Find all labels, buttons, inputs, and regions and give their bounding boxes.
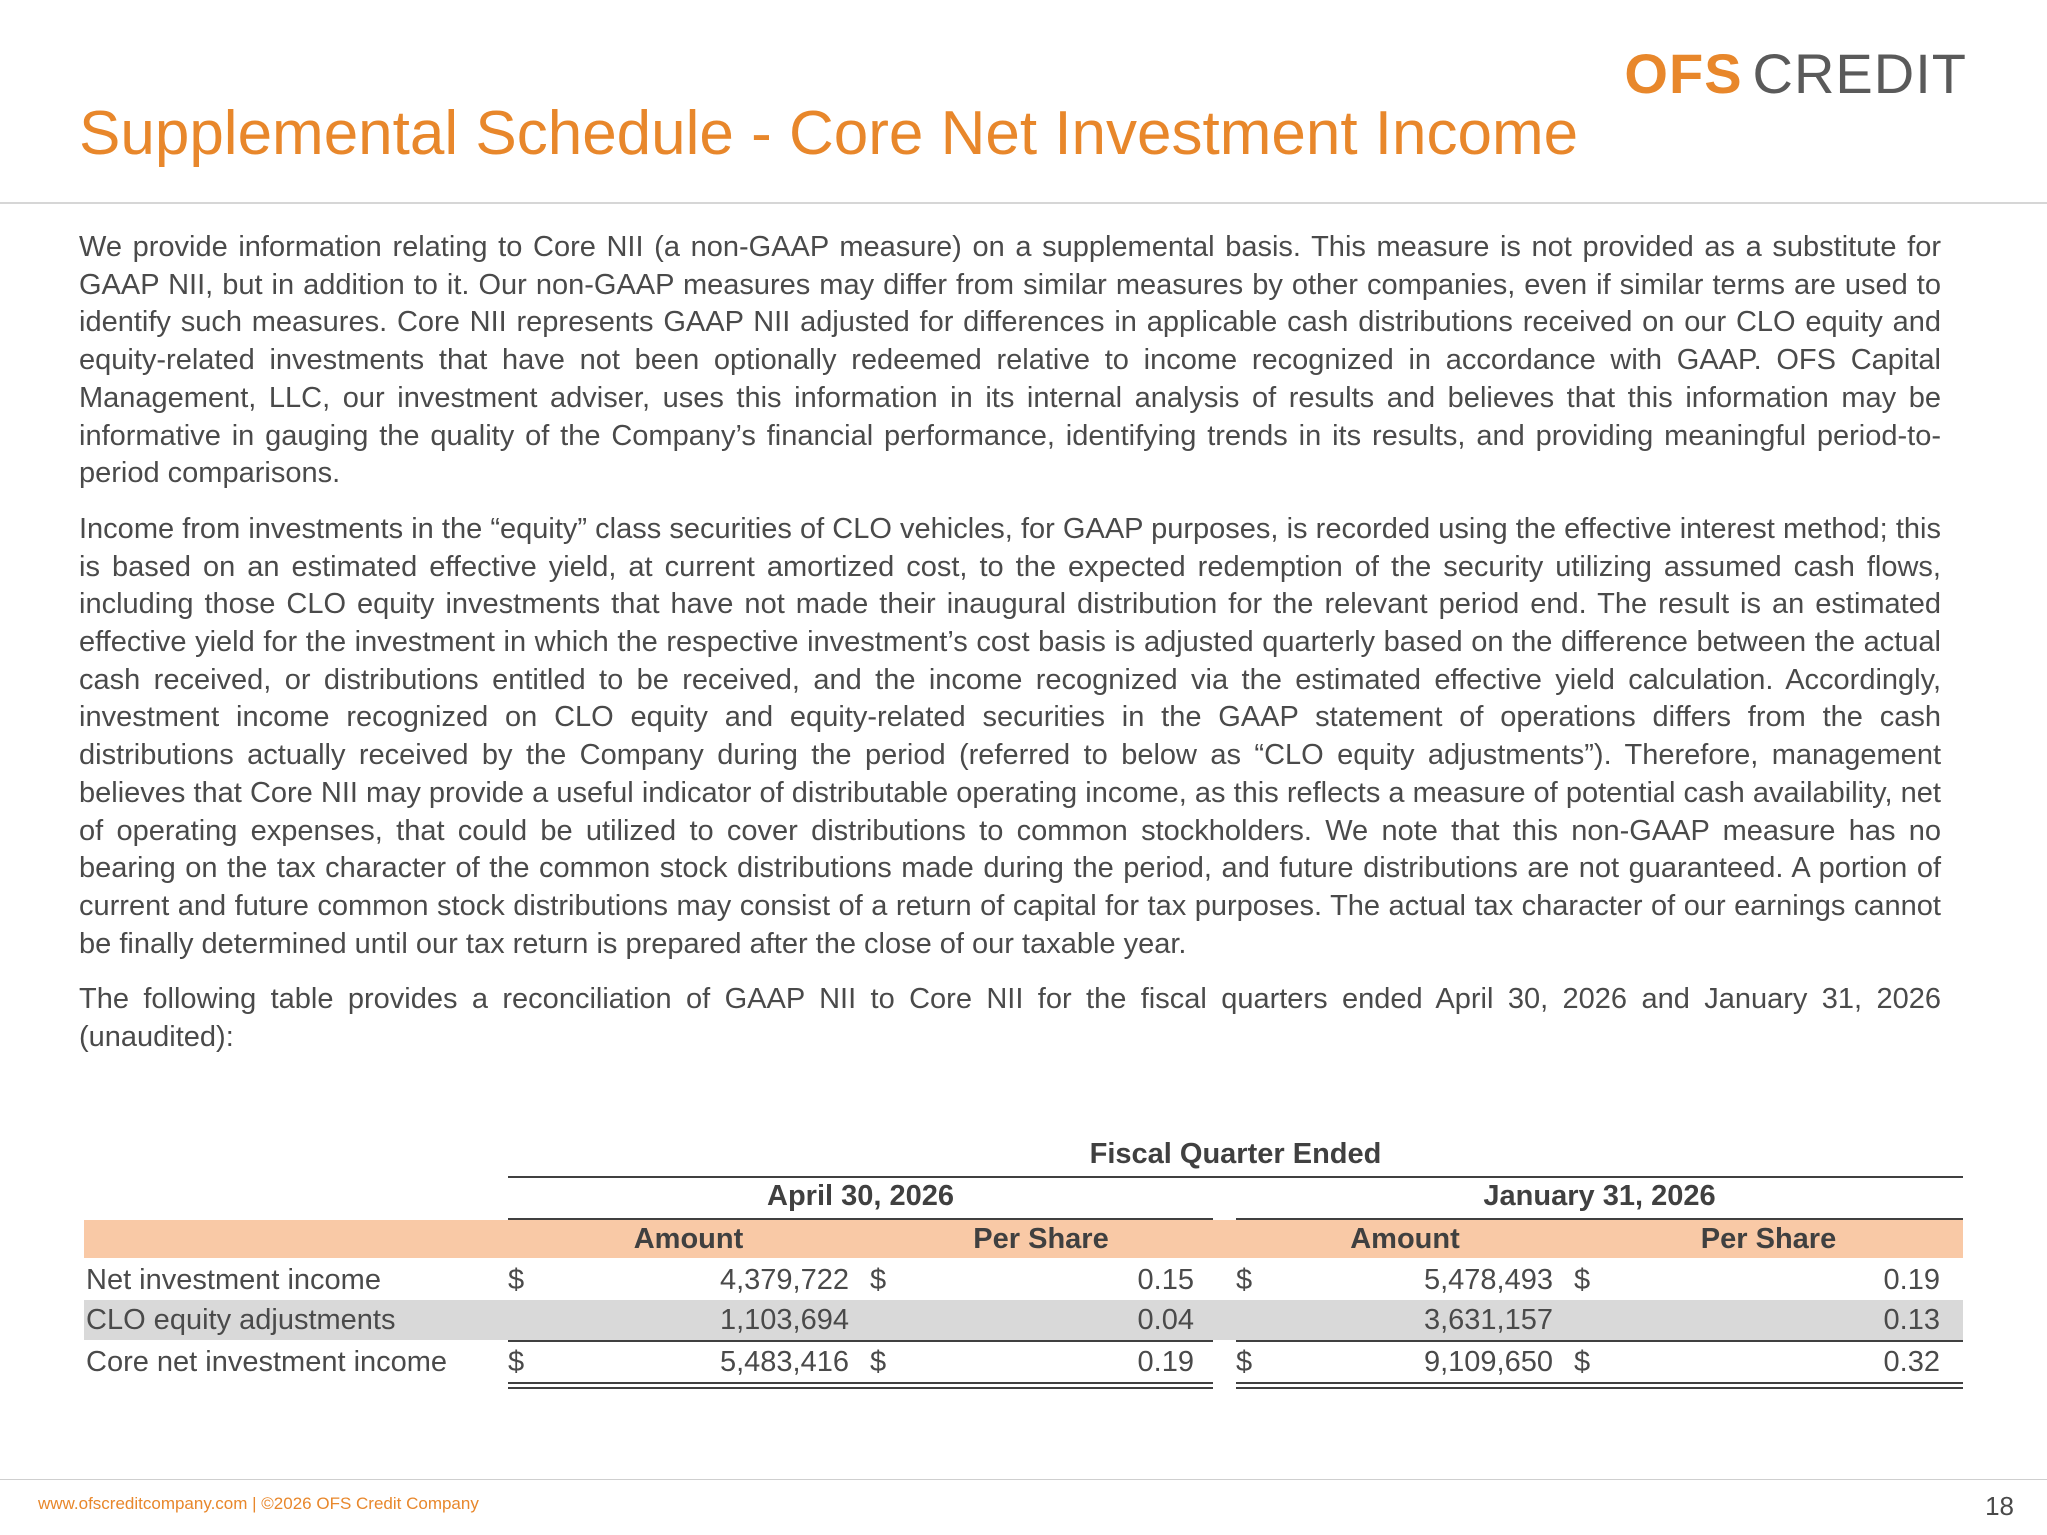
amount-january: 9,109,650: [1423, 1346, 1553, 1378]
period-header-row: [84, 1180, 1963, 1218]
per-share-january: 0.13: [1883, 1304, 1940, 1336]
page-number: 18: [1985, 1491, 2014, 1521]
amount-april: 1,103,694: [719, 1304, 849, 1336]
amount-april: 5,483,416: [719, 1346, 849, 1378]
row-label: Core net investment income: [86, 1346, 448, 1378]
table-row: [84, 1300, 1963, 1340]
currency-symbol: $: [508, 1264, 525, 1296]
currency-symbol: $: [508, 1346, 525, 1378]
table-row: [84, 1342, 1963, 1382]
paragraph-core-nii: We provide information relating to Core NII (a non-GAAP measure) on a supplemental basis. This measure is not provided as a substitute for GAAP NII, but in addition to it. Our non-GAAP measures may differ from similar measures by other companies, even if similar terms are used to identify such measures. Core NII represents GAAP NII adjusted for differences in applicable cash distributions received on our CLO equity and equity-related investments that have not been optionally redeemed relative to income recognized in accordance with GAAP. OFS Capital Management, LLC, our investment adviser, uses this information in its internal analysis of results and believes that this information may be informative in gauging the quality of the Company’s financial performance, identifying trends in its results, and providing meaningful period-to-period comparisons.: [79, 231, 1941, 490]
amount-january: 5,478,493: [1423, 1264, 1553, 1296]
col-per-share-april: Per Share: [973, 1223, 1109, 1255]
currency-symbol: $: [1236, 1264, 1253, 1296]
period-april: April 30, 2026: [767, 1180, 954, 1212]
table-group-header: [84, 1138, 1963, 1176]
currency-symbol: $: [870, 1264, 887, 1296]
footer-divider: [0, 1479, 2047, 1480]
paragraph-table-intro: The following table provides a reconciliation of GAAP NII to Core NII for the fiscal quarters ended April 30, 2026 and January 31, 2026 (unaudited):: [79, 983, 1941, 1054]
col-amount-april: Amount: [633, 1223, 744, 1255]
per-share-january: 0.19: [1883, 1264, 1940, 1296]
body-text: [79, 229, 1941, 1075]
col-amount-january: Amount: [1350, 1223, 1460, 1255]
table-row: [84, 1260, 1963, 1300]
per-share-april: 0.19: [1137, 1346, 1194, 1378]
company-logo: [1624, 42, 1967, 105]
period-january: January 31, 2026: [1483, 1180, 1716, 1212]
column-header-row: [84, 1220, 1963, 1258]
per-share-january: 0.32: [1883, 1346, 1940, 1378]
group-header-rule: [508, 1176, 1963, 1178]
currency-symbol: $: [1574, 1264, 1591, 1296]
paragraph-clo-income: Income from investments in the “equity” class securities of CLO vehicles, for GAAP purposes, is recorded using the effective interest method; this is based on an estimated effective yield, at current amortized cost, to the expected redemption of the security utilizing assumed cash flows, including those CLO equity investments that have not made their inaugural distribution for the relevant period end. The result is an estimated effective yield for the investment in which the respective investment’s cost basis is adjusted quarterly based on the difference between the actual cash received, or distributions entitled to be received, and the income recognized via the estimated effective yield calculation. Accordingly, investment income recognized on CLO equity and equity-related securities in the GAAP statement of operations differs from the cash distributions actually received by the Company during the period (referred to below as “CLO equity adjustments”). Therefore, management believes that Core NII may provide a useful indicator of distributable operating income, as this reflects a measure of potential cash availability, net of operating expenses, that could be utilized to cover distributions to common stockholders. We note that this non-GAAP measure has no bearing on the tax character of the common stock distributions made during the period, and future distributions are not guaranteed. A portion of current and future common stock distributions may consist of a return of capital for tax purposes. The actual tax character of our earnings cannot be finally determined until our tax return is prepared after the close of our taxable year.: [79, 512, 1941, 960]
currency-symbol: $: [1574, 1346, 1591, 1378]
currency-symbol: $: [1236, 1346, 1253, 1378]
amount-january: 3,631,157: [1423, 1304, 1553, 1336]
amount-april: 4,379,722: [719, 1264, 849, 1296]
total-double-rule-january: [1236, 1382, 1963, 1389]
per-share-april: 0.04: [1137, 1304, 1194, 1336]
fiscal-quarter-ended-header: Fiscal Quarter Ended: [1089, 1138, 1382, 1170]
header-divider: [0, 202, 2047, 204]
row-label: CLO equity adjustments: [86, 1304, 396, 1336]
currency-symbol: $: [870, 1346, 887, 1378]
page-title: Supplemental Schedule - Core Net Investment Income: [79, 99, 1579, 168]
col-per-share-january: Per Share: [1700, 1223, 1837, 1255]
total-double-rule-april: [508, 1382, 1213, 1389]
footer-text: www.ofscreditcompany.com | ©2026 OFS Credit Company: [38, 1494, 479, 1513]
logo-ofs: OFS: [1624, 42, 1743, 105]
row-label: Net investment income: [86, 1264, 381, 1296]
logo-credit: CREDIT: [1752, 42, 1967, 105]
per-share-april: 0.15: [1137, 1264, 1194, 1296]
